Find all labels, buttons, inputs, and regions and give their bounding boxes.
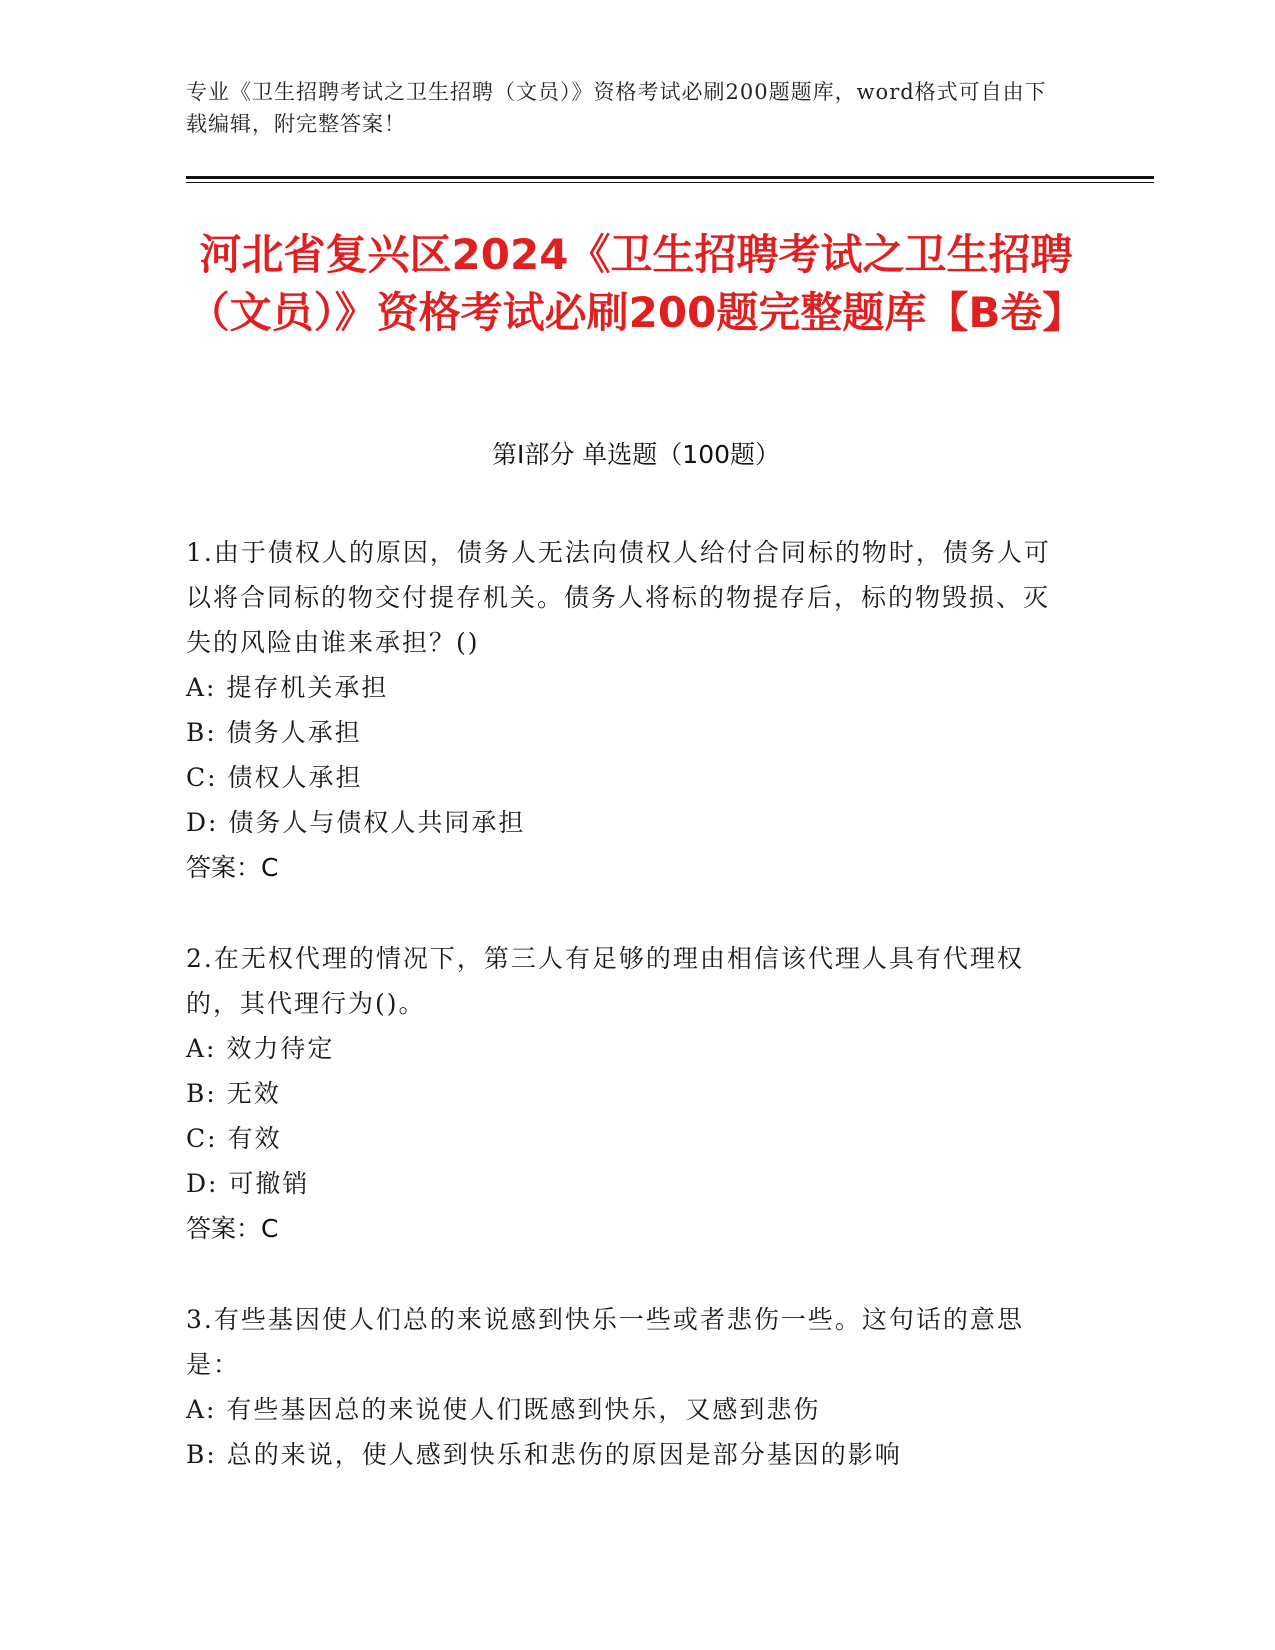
option-d: D: 债务人与债权人共同承担 xyxy=(186,808,526,837)
answer-line xyxy=(186,845,1056,890)
question-item xyxy=(186,1297,1056,1477)
question-list xyxy=(186,530,1056,1523)
header-note: 专业《卫生招聘考试之卫生招聘（文员）》资格考试必刷200题题库，word格式可自由下载编辑，附完整答案！ xyxy=(186,80,1047,136)
option-b: B: 总的来说，使人感到快乐和悲伤的原因是部分基因的影响 xyxy=(186,1440,902,1469)
option-a: A: 效力待定 xyxy=(186,1034,335,1063)
option-b: B: 债务人承担 xyxy=(186,718,362,747)
answer-label: 答案： xyxy=(186,853,262,882)
answer-line xyxy=(186,1206,1056,1251)
answer-value: C xyxy=(261,853,279,882)
document-title: 河北省复兴区2024《卫生招聘考试之卫生招聘（文员）》资格考试必刷200题完整题库【B卷】 xyxy=(187,230,1085,337)
option-c: C: 有效 xyxy=(186,1124,282,1153)
question-item xyxy=(186,936,1056,1251)
option-b: B: 无效 xyxy=(186,1079,281,1108)
option-d: D: 可撤销 xyxy=(186,1169,310,1198)
header-rule-thick xyxy=(186,176,1154,179)
question-stem: 1.由于债权人的原因，债务人无法向债权人给付合同标的物时，债务人可以将合同标的物交付提存机关。债务人将标的物提存后，标的物毁损、灭失的风险由谁来承担？() xyxy=(186,538,1051,657)
question-item xyxy=(186,530,1056,890)
question-stem: 3.有些基因使人们总的来说感到快乐一些或者悲伤一些。这句话的意思是： xyxy=(186,1305,1024,1379)
section-title: 第I部分 单选题（100题） xyxy=(491,440,781,469)
answer-value: C xyxy=(261,1214,279,1243)
option-c: C: 债权人承担 xyxy=(186,763,363,792)
header-rule-thin xyxy=(186,182,1154,183)
answer-label: 答案： xyxy=(186,1214,262,1243)
question-stem: 2.在无权代理的情况下，第三人有足够的理由相信该代理人具有代理权的，其代理行为()。 xyxy=(186,944,1024,1018)
option-a: A: 有些基因总的来说使人们既感到快乐，又感到悲伤 xyxy=(186,1395,821,1424)
option-a: A: 提存机关承担 xyxy=(186,673,389,702)
